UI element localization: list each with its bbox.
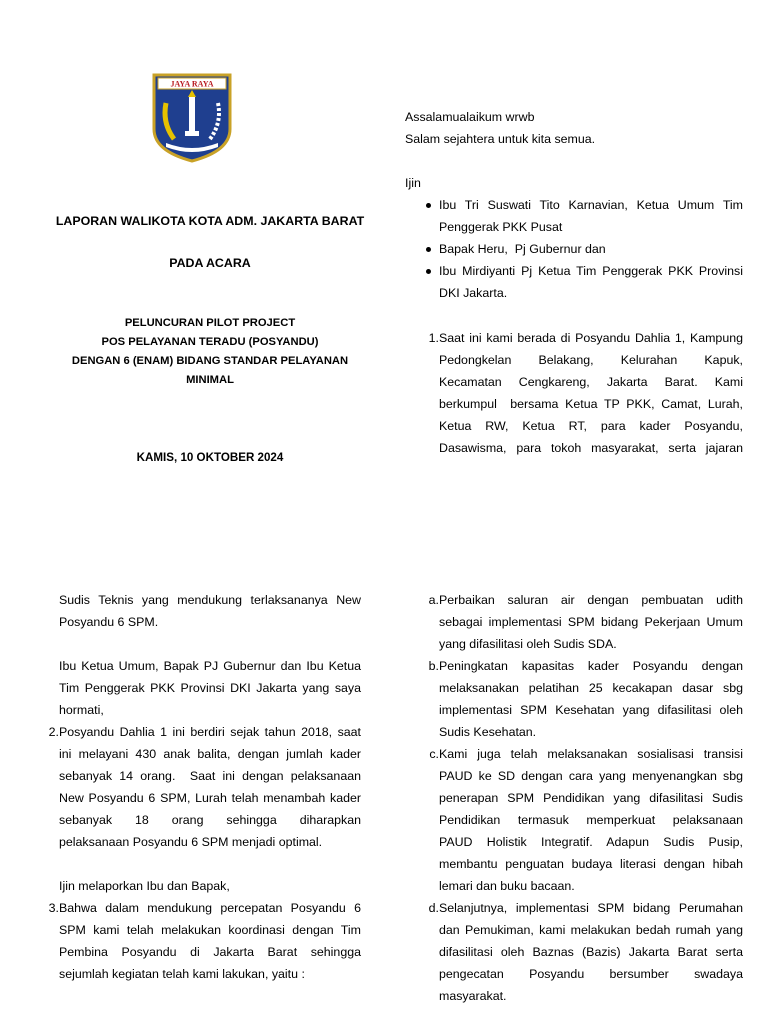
event-title bbox=[20, 314, 400, 390]
jakarta-logo bbox=[152, 73, 232, 166]
lettered-item-d: d. Selanjutnya, implementasi SPM bidang Perumahan dan Pemukiman, kami melakukan bedah rumah yang difasilitasi oleh Baznas (Bazis) Jakarta Barat serta pengecatan Posyandu bersumber swadaya masyarakat. bbox=[405, 897, 743, 1007]
event-line: PELUNCURAN PILOT PROJECT bbox=[124, 317, 296, 329]
list-item: Bapak Heru, Pj Gubernur dan bbox=[405, 238, 743, 260]
numbered-item-3: 3. Bahwa dalam mendukung percepatan Posyandu 6 SPM kami telah melakukan koordinasi dengan Tim Pembina Posyandu di Jakarta Barat sehingga sejumlah kegiatan telah kami lakukan, yaitu : bbox=[25, 897, 361, 985]
ijin-label: Ijin bbox=[405, 176, 421, 190]
logo-text: JAYA RAYA bbox=[170, 79, 214, 89]
lettered-item-c: c. Kami juga telah melaksanakan sosialisasi transisi PAUD ke SD dengan cara yang menyenangkan sbg penerapan SPM Pendidikan yang difasilitasi Sudis Pendidikan termasuk memperkuat pelaksanaan PAUD Holistik Integratif. Adapun Sudis Pusip, membantu penguatan budaya literasi dengan hibah lemari dan buku bacaan. bbox=[405, 743, 743, 897]
item-letter: c. bbox=[429, 747, 439, 761]
continuation-paragraph: Sudis Teknis yang mendukung terlaksananya New Posyandu 6 SPM. bbox=[59, 593, 361, 629]
event-line: MINIMAL bbox=[186, 374, 234, 386]
item-number: 3. bbox=[48, 901, 59, 915]
event-line: DENGAN 6 (ENAM) BIDANG STANDAR PELAYANAN bbox=[71, 355, 349, 367]
item-letter: b. bbox=[428, 659, 439, 673]
item-number: 1. bbox=[428, 331, 439, 345]
item-letter: d. bbox=[428, 901, 439, 915]
lettered-item-a: a. Perbaikan saluran air dengan pembuatan udith sebagai implementasi SPM bidang Pekerjaan Umum yang difasilitasi oleh Sudis SDA. bbox=[405, 589, 743, 655]
bullet-icon bbox=[426, 203, 431, 208]
bullet-list bbox=[405, 194, 743, 304]
event-date: KAMIS, 10 OKTOBER 2024 bbox=[136, 451, 284, 464]
greeting-line: Assalamualaikum wrwb bbox=[405, 110, 535, 124]
item-letter: a. bbox=[428, 593, 439, 607]
numbered-item-1: 1. Saat ini kami berada di Posyandu Dahlia 1, Kampung Pedongkelan Belakang, Kelurahan Kapuk, Kecamatan Cengkareng, Jakarta Barat. Kami berkumpul bersama Ketua TP PKK, Camat, Lurah, Ketua RW, Ketua RT, para kader Posyandu, Dasawisma, para tokoh masyarakat, serta jajaran bbox=[405, 327, 743, 459]
item-number: 2. bbox=[48, 725, 59, 739]
lettered-item-b: b. Peningkatan kapasitas kader Posyandu dengan melaksanakan pelatihan 25 kecakapan dasar sbg implementasi SPM Kesehatan yang difasilitasi oleh Sudis Kesehatan. bbox=[405, 655, 743, 743]
lettered-list bbox=[405, 589, 743, 1007]
greeting-line: Salam sejahtera untuk kita semua. bbox=[405, 132, 596, 146]
ijin-report-line: Ijin melaporkan Ibu dan Bapak, bbox=[59, 879, 230, 893]
greeting-block bbox=[405, 106, 743, 304]
event-label: PADA ACARA bbox=[169, 256, 251, 270]
bullet-icon bbox=[426, 247, 431, 252]
address-paragraph: Ibu Ketua Umum, Bapak PJ Gubernur dan Ibu Ketua Tim Penggerak PKK Provinsi DKI Jakarta yang saya hormati, bbox=[59, 659, 361, 717]
numbered-item-2: 2. Posyandu Dahlia 1 ini berdiri sejak tahun 2018, saat ini melayani 430 anak balita, dengan jumlah kader sebanyak 14 orang. Saat ini dengan pelaksanaan New Posyandu 6 SPM, Lurah telah menambah kader sebanyak 18 orang sehingga diharapkan pelaksanaan Posyandu 6 SPM menjadi optimal. bbox=[25, 721, 361, 853]
left-bottom-block bbox=[25, 589, 361, 985]
list-item: Ibu Tri Suswati Tito Karnavian, Ketua Umum Tim Penggerak PKK Pusat bbox=[405, 194, 743, 238]
event-line: POS PELAYANAN TERADU (POSYANDU) bbox=[101, 336, 319, 348]
bullet-icon bbox=[426, 269, 431, 274]
report-title: LAPORAN WALIKOTA KOTA ADM. JAKARTA BARAT bbox=[55, 214, 365, 228]
list-item: Ibu Mirdiyanti Pj Ketua Tim Penggerak PKK Provinsi DKI Jakarta. bbox=[405, 260, 743, 304]
